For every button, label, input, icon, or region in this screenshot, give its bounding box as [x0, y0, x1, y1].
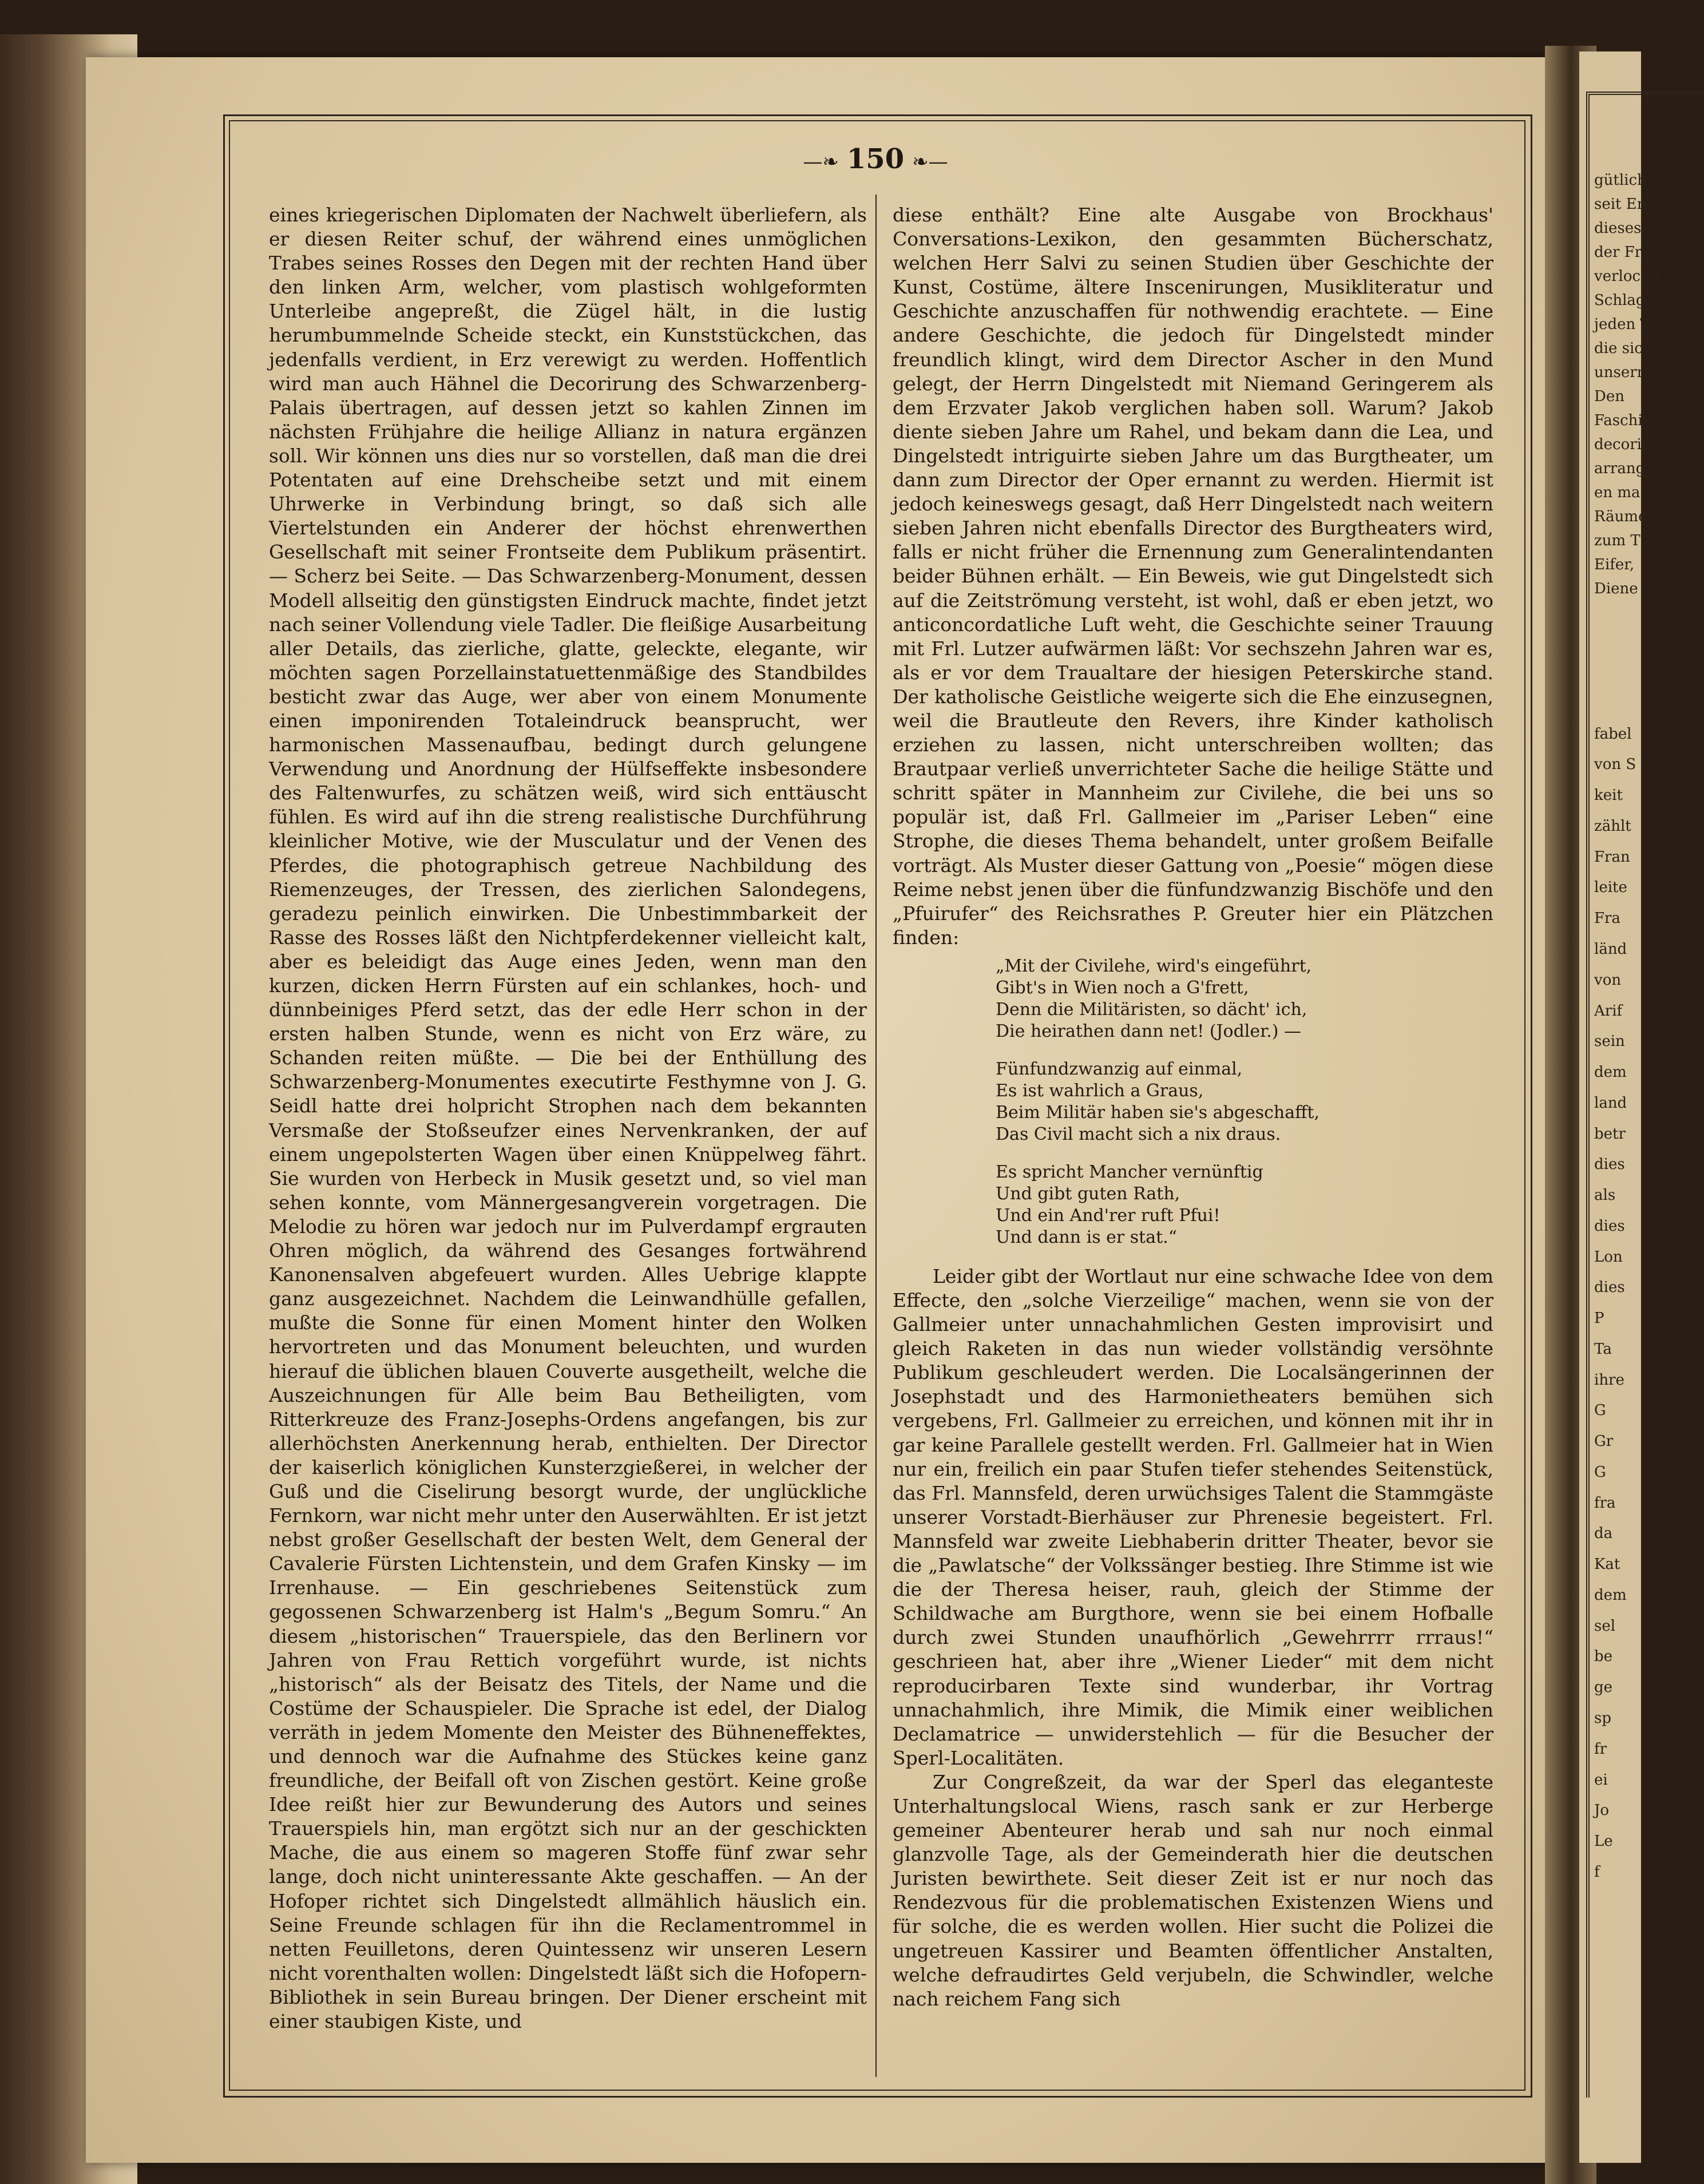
page-header: [790, 143, 961, 177]
next-page-fragment: f: [1594, 1863, 1600, 1881]
next-page-fragment: die sic: [1594, 340, 1643, 357]
next-page-fragment: be: [1594, 1648, 1613, 1666]
left-column-text: eines kriegerischen Diplomaten der Nachwelt überliefern, als er diesen Reiter schuf, der während eines unmöglichen Trabes seines Rosses den Degen mit der rechten Hand über den linken Arm, welcher, vom plastisch wohlgeformten Unterleibe angepreßt, die Zügel hält, in die lustig herumbummelnde Scheide steckt, ein Kunststückchen, das jedenfalls verdient, in Erz verewigt zu werden. Hoffentlich wird man auch Hähnel die Decorirung des Schwarzenberg-Palais übertragen, auf dessen jetzt so kahlen Zinnen im nächsten Frühjahre die heilige Allianz in natura ergänzen soll. Wir können uns dies nur so vorstellen, daß man die drei Potentaten auf eine Drehscheibe setzt und mit einem Uhrwerke in Verbindung bringt, so daß sich alle Viertelstunden ein Anderer der höchst ehrenwerthen Gesellschaft mit seiner Frontseite dem Publikum präsentirt. — Scherz bei Seite. — Das Schwarzenberg-Monument, dessen Modell allseitig den günstigsten Eindruck machte, findet jetzt nach seiner Vollendung viele Tadler. Die fleißige Ausarbeitung aller Details, das zierliche, glatte, geleckte, elegante, wir möchten sagen Porzellainstatuettenmäßige des Standbildes besticht zwar das Auge, wer aber von einem Monumente einen imponirenden Totaleindruck beansprucht, wer harmonischen Massenaufbau, bedingt durch gelungene Verwendung und Anordnung der Hülfseffekte insbesondere des Faltenwurfes, zu schätzen weiß, wird sich enttäuscht fühlen. Es wird auf ihn die streng realistische Durchführung kleinlicher Motive, wie der Musculatur und der Venen des Pferdes, die photographisch getreue Nachbildung des Riemenzeuges, der Tressen, des zierlichen Salondegens, geradezu peinlich einwirken. Die Unbestimmbarkeit der Rasse des Rosses läßt den Nichtpferdekenner vielleicht kalt, aber es beleidigt das Auge eines Jeden, wenn man den kurzen, dicken Herrn Fürsten auf ein schlankes, hoch- und dünnbeiniges Pferd setzt, das der edle Herr schon in der ersten halben Stunde, wenn es nicht von Erz wäre, zu Schanden reiten müßte. — Die bei der Enthüllung des Schwarzenberg-Monumentes executirte Festhymne von J. G. Seidl hatte drei holpricht Strophen nach dem bekannten Versmaße der Stoßseufzer eines Nervenkranken, der auf einem ungepolsterten Wagen über einen Knüppelweg fährt. Sie wurden von Herbeck in Musik gesetzt und, so viel man sehen konnte, vom Männergesangverein vorgetragen. Die Melodie zu hören war jedoch nur im Pulverdampf ergrauten Ohren möglich, da während des Gesanges fortwährend Kanonensalven abgefeuert wurden. Alles Uebrige klappte ganz ausgezeichnet. Nachdem die Leinwandhülle gefallen, mußte die Sonne für einen Moment hinter den Wolken hervortreten und das Monument beleuchten, und wurden hierauf die üblichen blauen Couverte ausgetheilt, welche die Auszeichnungen für Alle beim Bau Betheiligten, vom Ritterkreuze des Franz-Josephs-Ordens angefangen, bis zur allerhöchsten Anerkennung herab, enthielten. Der Director der kaiserlich königlichen Kunsterzgießerei, in welcher der Guß und die Ciselirung besorgt wurde, der unglückliche Fernkorn, war nicht mehr unter den Auserwählten. Er ist jetzt nebst großer Gesellschaft der besten Welt, dem General der Cavalerie Fürsten Lichtenstein, und dem Grafen Kinsky — im Irrenhause. — Ein geschriebenes Seitenstück zum gegossenen Schwarzenberg ist Halm's „Begum Somru.“ An diesem „historischen“ Trauerspiele, das den Berlinern vor Jahren von Frau Rettich vorgeführt wurde, ist nichts „historisch“ als der Beisatz des Titels, der Name und die Costüme der Schauspieler. Die Sprache ist edel, der Dialog verräth in jedem Momente den Meister des Bühneneffektes, und dennoch war die Aufnahme des Stückes keine ganz freundliche, der Beifall oft von Zischen gestört. Keine große Idee reißt hier zur Bewunderung des Autors und seines Trauerspiels hin, man ergötzt sich nur an der geschickten Mache, die aus einem so mageren Stoffe fünf zwar sehr lange, doch nicht uninteressante Akte geschaffen. — An der Hofoper richtet sich Dingelstedt allmählich häuslich ein. Seine Freunde schlagen für ihn die Reclamentrommel in netten Feuilletons, deren Quintessenz wir unseren Lesern nicht vorenthalten wollen: Dingelstedt läßt sich die Hofopern-Bibliothek in sein Bureau bringen. Der Diener erscheint mit einer staubigen Kiste, und: [269, 204, 867, 2033]
next-page-fragment: dies: [1594, 1279, 1625, 1297]
next-page-fragment: zählt: [1594, 817, 1631, 835]
next-page-fragment: P: [1594, 1310, 1604, 1327]
poem-line: Es spricht Mancher vernünftig: [996, 1162, 1263, 1182]
ornament-left: —❧: [803, 150, 839, 173]
poem-line: Das Civil macht sich a nix draus.: [996, 1124, 1281, 1144]
next-page-fragment: länd: [1594, 941, 1627, 958]
next-page-fragment: dem: [1594, 1586, 1627, 1604]
next-page-fragment: Jo: [1594, 1802, 1610, 1820]
poem: [996, 956, 1493, 1248]
next-page-fragment: Le: [1594, 1833, 1613, 1850]
next-page-fragment: Ta: [1594, 1340, 1612, 1358]
right-column-paragraph: Zur Congreßzeit, da war der Sperl das eleganteste Unterhaltungslocal Wiens, rasch sank er zur Herberge gemeiner Abenteurer herab und sah nur noch einmal glanzvolle Tage, als der Gemeinderath hier die deutschen Juristen bewirthete. Seit dieser Zeit ist er nur noch das Rendezvous für die problematischen Existenzen Wiens und für solche, die es werden wollen. Hier sucht die Polizei die ungetreuen Kassirer und Beamten öffentlicher Anstalten, welche defraudirtes Geld verjubeln, die Schwindler, welche nach reichem Fang sich: [893, 1770, 1493, 2010]
next-page-fragment: zum T: [1594, 532, 1640, 549]
next-page-fragment: Arif: [1594, 1002, 1623, 1020]
next-page-fragment: sel: [1594, 1617, 1616, 1635]
poem-line: Beim Militär haben sie's abgeschafft,: [996, 1102, 1320, 1123]
next-page-fragment: da: [1594, 1525, 1613, 1543]
next-page-fragment: en ma: [1594, 484, 1640, 501]
next-page-fragment: land: [1594, 1094, 1627, 1112]
next-page-fragment: dem: [1594, 1064, 1627, 1081]
next-page-fragment: Faschi: [1594, 412, 1643, 429]
ornament-right: ❧—: [912, 150, 948, 173]
next-page-fragment: Schlag: [1594, 292, 1646, 309]
next-page-fragment: Den: [1594, 388, 1624, 405]
next-page-fragment: ei: [1594, 1771, 1608, 1789]
next-page-fragment: fr: [1594, 1740, 1607, 1758]
column-divider: [875, 195, 877, 2077]
next-page-fragment: G: [1594, 1463, 1606, 1481]
next-page-fragment: arrang: [1594, 460, 1646, 477]
next-page-fragment: als: [1594, 1187, 1616, 1204]
poem-line: „Mit der Civilehe, wird's eingeführt,: [996, 956, 1312, 976]
next-page-fragment: ihre: [1594, 1371, 1624, 1389]
poem-line: Und gibt guten Rath,: [996, 1183, 1180, 1204]
next-page-edge: [1579, 51, 1659, 2163]
poem-line: Die heirathen dann net! (Jodler.) —: [996, 1021, 1301, 1041]
next-page-fragment: leite: [1594, 879, 1627, 897]
next-page-fragment: Lon: [1594, 1248, 1623, 1266]
right-column-text-before-poem: diese enthält? Eine alte Ausgabe von Brockhaus' Conversations-Lexikon, den gesammten Bücherschatz, welchen Herr Salvi zu seinen Studien über Geschichte der Kunst, Costüme, ältere Inscenirungen, Musikliteratur und Geschichte anzuschaffen für nothwendig erachtete. — Eine andere Geschichte, die jedoch für Dingelstedt minder freundlich klingt, wird dem Director Ascher in den Mund gelegt, der Herrn Dingelstedt mit Niemand Geringerem als dem Erzvater Jakob verglichen haben soll. Warum? Jakob diente sieben Jahre um Rahel, und bekam dann die Lea, und Dingelstedt intriguirte sieben Jahre um das Burgtheater, um dann zum Director der Oper ernannt zu werden. Hiermit ist jedoch keineswegs gesagt, daß Herr Dingelstedt nach weitern sieben Jahren nicht ebenfalls Director des Burgtheaters wird, falls er nicht früher die Ernennung zum Generalintendanten beider Bühnen erhält. — Ein Beweis, wie gut Dingelstedt sich auf die Zeitströmung versteht, ist wohl, daß er eben jetzt, wo anticoncordatliche Luft weht, die Geschichte seiner Trauung mit Frl. Lutzer aufwärmen läßt: Vor sechszehn Jahren war es, als er vor dem Traualtare der hiesigen Peterskirche stand. Der katholische Geistliche weigerte sich die Ehe einzusegnen, weil die Brautleute den Revers, ihre Kinder katholisch erziehen zu lassen, nicht unterschreiben wollten; das Brautpaar verließ unverrichteter Sache die heilige Stätte und schritt später in Mannheim zur Civilehe, die bei uns so populär ist, daß Frl. Gallmeier im „Pariser Leben“ eine Strophe, die dieses Thema behandelt, unter großem Beifalle vorträgt. Als Muster dieser Gattung von „Poesie“ mögen diese Reime nebst jenen über die fünfundzwanzig Bischöfe und den „Pfuirufer“ des Reichsrathes P. Greuter hier ein Plätzchen finden:: [893, 204, 1493, 949]
poem-line: Denn die Militäristen, so dächt' ich,: [996, 999, 1307, 1020]
next-page-fragment: G: [1594, 1402, 1606, 1420]
next-page-fragment: Fra: [1594, 910, 1620, 927]
next-page-fragment: Gr: [1594, 1433, 1614, 1450]
next-page-fragment: dies: [1594, 1217, 1625, 1235]
next-page-fragment: Diene: [1594, 580, 1638, 597]
poem-stanza: [996, 1162, 1493, 1248]
next-page-fragment: fabel: [1594, 725, 1632, 743]
left-column: [269, 203, 867, 2034]
next-page-fragment: dies: [1594, 1156, 1625, 1174]
next-page-fragment: von S: [1594, 756, 1636, 774]
poem-line: Und dann is er stat.“: [996, 1227, 1178, 1247]
next-page-fragment: Fran: [1594, 848, 1630, 866]
next-page-fragment: betr: [1594, 1125, 1626, 1143]
poem-stanza: [996, 956, 1493, 1043]
right-column-paragraph: Leider gibt der Wortlaut nur eine schwache Idee von dem Effecte, den „solche Vierzeilige“ machen, wenn sie von der Gallmeier unter unnachahmlichen Gesten improvisirt und gleich Raketen in das nun wieder vollständig versöhnte Publikum geschleudert werden. Die Localsängerinnen der Josephstadt und des Harmonietheaters bemühen sich vergebens, Frl. Gallmeier zu erreichen, und können mit ihr in gar keine Parallele gestellt werden. Frl. Gallmeier hat in Wien nur ein, freilich ein paar Stufen tiefer stehendes Seitenstück, das Frl. Mannsfeld, deren urwüchsiges Talent die Stammgäste unserer Vorstadt-Bierhäuser zur Phrenesie begeistert. Frl. Mannsfeld war zweite Liebhaberin dritter Theater, bevor sie die „Pawlatsche“ der Volkssänger bestieg. Ihre Stimme ist wie die der Theresa heiser, rauh, gleich der Stimme der Schildwache am Burgthore, wenn sie bei einem Hofballe durch zwei Stunden unaufhörlich „Gewehrrrr rrraus!“ geschrieen hat, aber ihre „Wiener Lieder“ mit dem nicht reproducirbaren Texte sind wunderbar, ihr Vortrag unnachahmlich, ihre Mimik, die Mimik einer weiblichen Declamatrice — unwiderstehlich — für die Besucher der Sperl-Localitäten.: [893, 1265, 1493, 1769]
poem-line: Fünfundzwanzig auf einmal,: [996, 1059, 1243, 1079]
page-number: 150: [846, 143, 905, 175]
next-page-fragment: unserr: [1594, 364, 1644, 381]
next-page-fragment: Räume: [1594, 508, 1647, 525]
next-page-fragment: jeden T: [1594, 316, 1650, 333]
next-page-fragment: seit En: [1594, 196, 1647, 213]
next-page-fragment: der Fr: [1594, 244, 1642, 261]
poem-line: Es ist wahrlich a Graus,: [996, 1080, 1204, 1101]
poem-line: Gibt's in Wien noch a G'frett,: [996, 977, 1249, 998]
poem-line: Und ein And'rer ruft Pfui!: [996, 1205, 1220, 1226]
next-page-fragment: Kat: [1594, 1556, 1620, 1573]
next-page-fragment: decorir: [1594, 436, 1649, 453]
next-page-fragment: fra: [1594, 1494, 1616, 1512]
next-page-fragment: gütlich: [1594, 172, 1647, 189]
next-page-fragment: ge: [1594, 1679, 1613, 1697]
poem-stanza: [996, 1059, 1493, 1145]
next-page-fragment: keit: [1594, 787, 1623, 804]
next-page-fragment: sein: [1594, 1033, 1625, 1051]
next-page-fragment: sp: [1594, 1710, 1611, 1727]
next-page-fragment: von: [1594, 971, 1622, 989]
next-page-fragment: Eifer,: [1594, 556, 1635, 573]
next-page-fragment: verlocke: [1594, 268, 1659, 285]
right-column: [893, 203, 1493, 2011]
next-page-fragment: dieses: [1594, 220, 1642, 237]
